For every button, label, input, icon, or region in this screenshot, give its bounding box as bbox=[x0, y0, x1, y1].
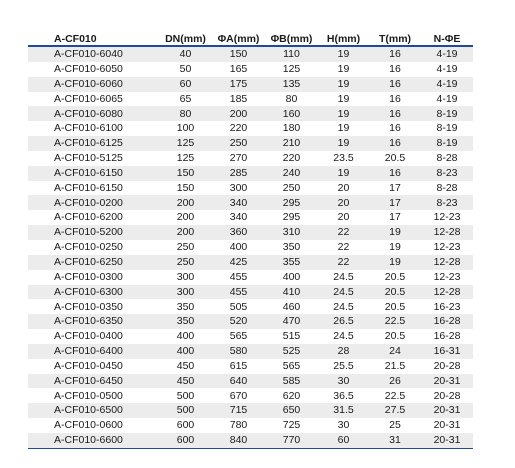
table-cell: 20 bbox=[318, 181, 369, 196]
table-cell: 200 bbox=[212, 106, 265, 121]
table-cell: 30 bbox=[318, 374, 369, 389]
table-cell: 16 bbox=[369, 136, 421, 151]
table-cell: 200 bbox=[159, 210, 212, 225]
table-cell: 20 bbox=[318, 210, 369, 225]
table-cell: 20-28 bbox=[421, 388, 473, 403]
table-cell: 19 bbox=[318, 166, 369, 181]
table-cell: 8-19 bbox=[421, 106, 473, 121]
table-cell: 30 bbox=[318, 418, 369, 433]
table-cell: 19 bbox=[318, 77, 369, 92]
table-row bbox=[28, 210, 473, 225]
table-cell: 19 bbox=[369, 225, 421, 240]
table-cell: 460 bbox=[265, 299, 318, 314]
table-cell: 400 bbox=[265, 270, 318, 285]
model-cell: A-CF010-0250 bbox=[28, 240, 159, 255]
table-cell: 19 bbox=[318, 106, 369, 121]
model-cell: A-CF010-6040 bbox=[28, 46, 159, 62]
column-header: DN(mm) bbox=[159, 32, 212, 46]
table-cell: 450 bbox=[159, 374, 212, 389]
table-row bbox=[28, 106, 473, 121]
table-row bbox=[28, 62, 473, 77]
table-cell: 770 bbox=[265, 433, 318, 448]
table-cell: 340 bbox=[212, 210, 265, 225]
table-cell: 615 bbox=[212, 359, 265, 374]
spec-table bbox=[28, 32, 473, 449]
table-cell: 8-23 bbox=[421, 166, 473, 181]
table-cell: 20.5 bbox=[369, 329, 421, 344]
table-cell: 16 bbox=[369, 92, 421, 107]
table-cell: 360 bbox=[212, 225, 265, 240]
table-cell: 20-28 bbox=[421, 359, 473, 374]
table-cell: 24.5 bbox=[318, 270, 369, 285]
table-cell: 8-19 bbox=[421, 136, 473, 151]
table-cell: 12-28 bbox=[421, 225, 473, 240]
model-cell: A-CF010-6300 bbox=[28, 285, 159, 300]
table-cell: 12-23 bbox=[421, 270, 473, 285]
table-row bbox=[28, 418, 473, 433]
table-row bbox=[28, 299, 473, 314]
table-cell: 60 bbox=[159, 77, 212, 92]
table-header-row bbox=[28, 32, 473, 46]
table-cell: 220 bbox=[265, 151, 318, 166]
table-cell: 16 bbox=[369, 46, 421, 62]
table-cell: 60 bbox=[318, 433, 369, 448]
table-cell: 455 bbox=[212, 270, 265, 285]
table-cell: 21.5 bbox=[369, 359, 421, 374]
table-cell: 65 bbox=[159, 92, 212, 107]
table-cell: 16-31 bbox=[421, 344, 473, 359]
model-cell: A-CF010-6150 bbox=[28, 181, 159, 196]
table-cell: 670 bbox=[212, 388, 265, 403]
table-cell: 19 bbox=[318, 62, 369, 77]
model-cell: A-CF010-0200 bbox=[28, 195, 159, 210]
table-row bbox=[28, 270, 473, 285]
table-cell: 26 bbox=[369, 374, 421, 389]
model-cell: A-CF010-0600 bbox=[28, 418, 159, 433]
table-cell: 500 bbox=[159, 388, 212, 403]
table-row bbox=[28, 359, 473, 374]
table-cell: 19 bbox=[318, 46, 369, 62]
table-cell: 16 bbox=[369, 166, 421, 181]
model-cell: A-CF010-6400 bbox=[28, 344, 159, 359]
table-cell: 135 bbox=[265, 77, 318, 92]
table-cell: 125 bbox=[265, 62, 318, 77]
table-cell: 165 bbox=[212, 62, 265, 77]
table-row bbox=[28, 136, 473, 151]
table-row bbox=[28, 285, 473, 300]
table-row bbox=[28, 151, 473, 166]
table-cell: 8-23 bbox=[421, 195, 473, 210]
table-row bbox=[28, 240, 473, 255]
model-cell: A-CF010-6150 bbox=[28, 166, 159, 181]
table-cell: 19 bbox=[369, 240, 421, 255]
table-cell: 12-23 bbox=[421, 210, 473, 225]
table-cell: 200 bbox=[159, 195, 212, 210]
table-cell: 150 bbox=[159, 181, 212, 196]
table-cell: 160 bbox=[265, 106, 318, 121]
table-cell: 20.5 bbox=[369, 299, 421, 314]
model-cell: A-CF010-5125 bbox=[28, 151, 159, 166]
column-header: H(mm) bbox=[318, 32, 369, 46]
table-cell: 350 bbox=[265, 240, 318, 255]
table-row bbox=[28, 329, 473, 344]
model-cell: A-CF010-5200 bbox=[28, 225, 159, 240]
model-cell: A-CF010-6450 bbox=[28, 374, 159, 389]
table-cell: 285 bbox=[212, 166, 265, 181]
model-cell: A-CF010-6500 bbox=[28, 403, 159, 418]
table-row bbox=[28, 374, 473, 389]
table-cell: 25 bbox=[369, 418, 421, 433]
table-cell: 620 bbox=[265, 388, 318, 403]
table-cell: 455 bbox=[212, 285, 265, 300]
table-cell: 22.5 bbox=[369, 314, 421, 329]
table-cell: 600 bbox=[159, 418, 212, 433]
table-cell: 250 bbox=[159, 255, 212, 270]
table-cell: 8-19 bbox=[421, 121, 473, 136]
model-cell: A-CF010-0400 bbox=[28, 329, 159, 344]
table-cell: 500 bbox=[159, 403, 212, 418]
table-cell: 31 bbox=[369, 433, 421, 448]
table-cell: 525 bbox=[265, 344, 318, 359]
table-cell: 425 bbox=[212, 255, 265, 270]
table-cell: 840 bbox=[212, 433, 265, 448]
table-cell: 250 bbox=[212, 136, 265, 151]
table-cell: 24.5 bbox=[318, 329, 369, 344]
table-cell: 220 bbox=[212, 121, 265, 136]
table-cell: 8-28 bbox=[421, 181, 473, 196]
table-cell: 25.5 bbox=[318, 359, 369, 374]
table-cell: 340 bbox=[212, 195, 265, 210]
table-row bbox=[28, 433, 473, 448]
table-cell: 350 bbox=[159, 299, 212, 314]
model-cell: A-CF010-6600 bbox=[28, 433, 159, 448]
table-cell: 23.5 bbox=[318, 151, 369, 166]
table-cell: 28 bbox=[318, 344, 369, 359]
table-row bbox=[28, 225, 473, 240]
table-cell: 20-31 bbox=[421, 418, 473, 433]
table-cell: 40 bbox=[159, 46, 212, 62]
table-row bbox=[28, 388, 473, 403]
model-cell: A-CF010-6200 bbox=[28, 210, 159, 225]
table-cell: 640 bbox=[212, 374, 265, 389]
table-cell: 16 bbox=[369, 121, 421, 136]
table-cell: 24 bbox=[369, 344, 421, 359]
table-cell: 150 bbox=[159, 166, 212, 181]
table-cell: 310 bbox=[265, 225, 318, 240]
table-cell: 24.5 bbox=[318, 299, 369, 314]
table-cell: 20.5 bbox=[369, 270, 421, 285]
table-cell: 250 bbox=[159, 240, 212, 255]
table-row bbox=[28, 195, 473, 210]
table-cell: 12-28 bbox=[421, 255, 473, 270]
model-cell: A-CF010-6065 bbox=[28, 92, 159, 107]
table-cell: 185 bbox=[212, 92, 265, 107]
table-cell: 780 bbox=[212, 418, 265, 433]
table-cell: 17 bbox=[369, 195, 421, 210]
table-body bbox=[28, 46, 473, 448]
table-cell: 19 bbox=[318, 92, 369, 107]
table-cell: 650 bbox=[265, 403, 318, 418]
table-cell: 300 bbox=[212, 181, 265, 196]
table-row bbox=[28, 92, 473, 107]
table-row bbox=[28, 314, 473, 329]
table-cell: 12-23 bbox=[421, 240, 473, 255]
table-cell: 270 bbox=[212, 151, 265, 166]
table-cell: 400 bbox=[212, 240, 265, 255]
table-cell: 505 bbox=[212, 299, 265, 314]
table-cell: 400 bbox=[159, 329, 212, 344]
column-header: ΦA(mm) bbox=[212, 32, 265, 46]
table-cell: 20.5 bbox=[369, 285, 421, 300]
model-cell: A-CF010-0500 bbox=[28, 388, 159, 403]
table-cell: 19 bbox=[318, 136, 369, 151]
table-cell: 22 bbox=[318, 240, 369, 255]
table-cell: 8-28 bbox=[421, 151, 473, 166]
table-cell: 100 bbox=[159, 121, 212, 136]
table-cell: 565 bbox=[212, 329, 265, 344]
table-cell: 22 bbox=[318, 225, 369, 240]
table-cell: 16-23 bbox=[421, 299, 473, 314]
table-row bbox=[28, 121, 473, 136]
table-cell: 150 bbox=[212, 46, 265, 62]
table-cell: 350 bbox=[159, 314, 212, 329]
table-row bbox=[28, 255, 473, 270]
table-cell: 520 bbox=[212, 314, 265, 329]
table-cell: 20-31 bbox=[421, 433, 473, 448]
table-cell: 36.5 bbox=[318, 388, 369, 403]
table-cell: 470 bbox=[265, 314, 318, 329]
table-cell: 16-28 bbox=[421, 329, 473, 344]
table-cell: 17 bbox=[369, 181, 421, 196]
table-cell: 4-19 bbox=[421, 62, 473, 77]
table-cell: 26.5 bbox=[318, 314, 369, 329]
table-cell: 725 bbox=[265, 418, 318, 433]
table-cell: 4-19 bbox=[421, 46, 473, 62]
table-cell: 16-28 bbox=[421, 314, 473, 329]
table-cell: 80 bbox=[159, 106, 212, 121]
table-cell: 16 bbox=[369, 77, 421, 92]
table-cell: 410 bbox=[265, 285, 318, 300]
table-cell: 50 bbox=[159, 62, 212, 77]
table-cell: 20-31 bbox=[421, 403, 473, 418]
table-cell: 4-19 bbox=[421, 92, 473, 107]
table-row bbox=[28, 344, 473, 359]
table-cell: 16 bbox=[369, 62, 421, 77]
column-header: N-ΦE bbox=[421, 32, 473, 46]
table-cell: 295 bbox=[265, 195, 318, 210]
model-cell: A-CF010-0350 bbox=[28, 299, 159, 314]
table-row bbox=[28, 77, 473, 92]
model-cell: A-CF010-0300 bbox=[28, 270, 159, 285]
table-row bbox=[28, 403, 473, 418]
table-cell: 450 bbox=[159, 359, 212, 374]
table-cell: 300 bbox=[159, 270, 212, 285]
table-cell: 125 bbox=[159, 151, 212, 166]
table-cell: 210 bbox=[265, 136, 318, 151]
model-cell: A-CF010-0450 bbox=[28, 359, 159, 374]
model-cell: A-CF010-6350 bbox=[28, 314, 159, 329]
table-cell: 240 bbox=[265, 166, 318, 181]
table-cell: 565 bbox=[265, 359, 318, 374]
column-header: ΦB(mm) bbox=[265, 32, 318, 46]
table-cell: 31.5 bbox=[318, 403, 369, 418]
table-cell: 24.5 bbox=[318, 285, 369, 300]
model-cell: A-CF010-6125 bbox=[28, 136, 159, 151]
table-cell: 250 bbox=[265, 181, 318, 196]
table-cell: 20.5 bbox=[369, 151, 421, 166]
table-cell: 27.5 bbox=[369, 403, 421, 418]
table-cell: 80 bbox=[265, 92, 318, 107]
column-header: A-CF010 bbox=[28, 32, 159, 46]
table-cell: 355 bbox=[265, 255, 318, 270]
table-row bbox=[28, 166, 473, 181]
table-cell: 125 bbox=[159, 136, 212, 151]
table-cell: 19 bbox=[318, 121, 369, 136]
table-row bbox=[28, 181, 473, 196]
table-cell: 12-28 bbox=[421, 285, 473, 300]
table-cell: 20-31 bbox=[421, 374, 473, 389]
table-cell: 515 bbox=[265, 329, 318, 344]
table-cell: 585 bbox=[265, 374, 318, 389]
table-cell: 4-19 bbox=[421, 77, 473, 92]
model-cell: A-CF010-6060 bbox=[28, 77, 159, 92]
table-cell: 200 bbox=[159, 225, 212, 240]
model-cell: A-CF010-6050 bbox=[28, 62, 159, 77]
table-cell: 300 bbox=[159, 285, 212, 300]
model-cell: A-CF010-6100 bbox=[28, 121, 159, 136]
table-cell: 180 bbox=[265, 121, 318, 136]
table-cell: 16 bbox=[369, 106, 421, 121]
table-cell: 295 bbox=[265, 210, 318, 225]
table-cell: 600 bbox=[159, 433, 212, 448]
table-cell: 400 bbox=[159, 344, 212, 359]
model-cell: A-CF010-6250 bbox=[28, 255, 159, 270]
column-header: T(mm) bbox=[369, 32, 421, 46]
model-cell: A-CF010-6080 bbox=[28, 106, 159, 121]
table-cell: 22.5 bbox=[369, 388, 421, 403]
table-cell: 715 bbox=[212, 403, 265, 418]
table-row bbox=[28, 46, 473, 62]
table-cell: 580 bbox=[212, 344, 265, 359]
table-cell: 19 bbox=[369, 255, 421, 270]
table-cell: 110 bbox=[265, 46, 318, 62]
table-cell: 20 bbox=[318, 195, 369, 210]
table-cell: 22 bbox=[318, 255, 369, 270]
table-cell: 17 bbox=[369, 210, 421, 225]
table-cell: 175 bbox=[212, 77, 265, 92]
